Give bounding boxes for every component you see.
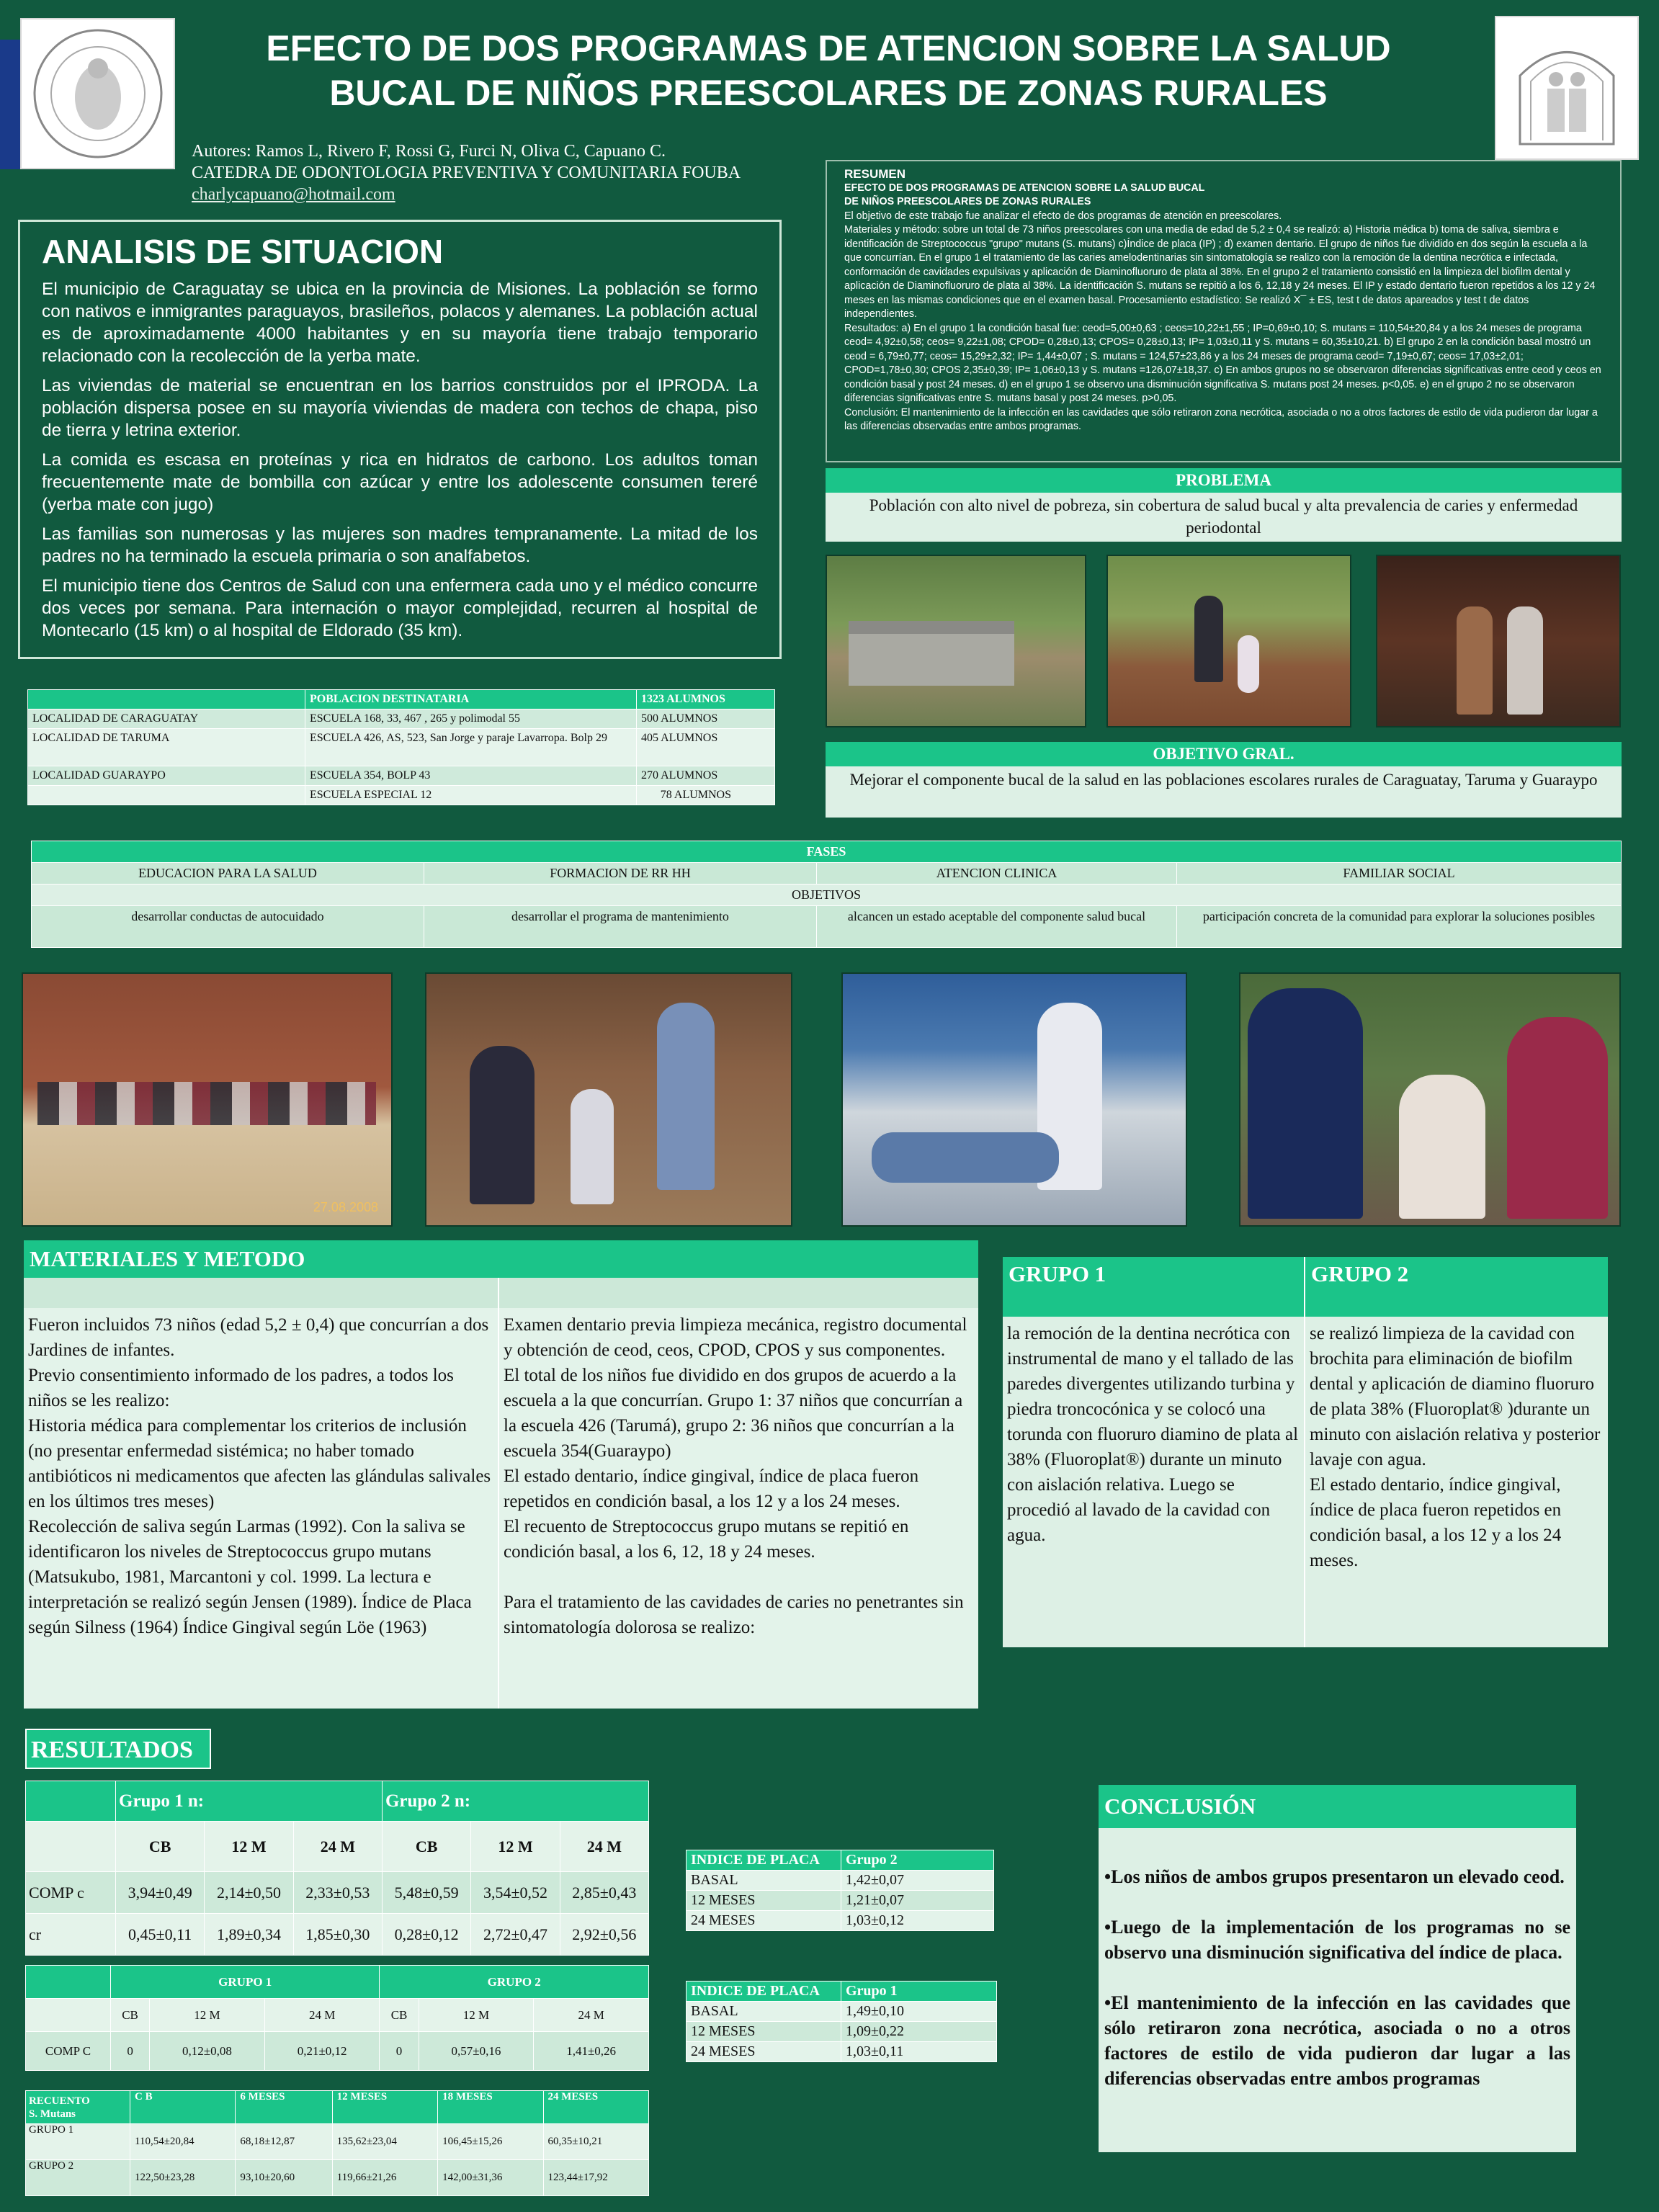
col-header: 12 M xyxy=(205,1822,293,1872)
problema-title: PROBLEMA xyxy=(826,468,1622,493)
table-row: GRUPO 1 110,54±20,84 68,18±12,87 135,62±23,04 106,45±15,26 60,35±10,21 xyxy=(26,2124,649,2160)
table-row xyxy=(28,766,775,786)
col-header: CB xyxy=(116,1822,205,1872)
objetivo-title: OBJETIVO GRAL. xyxy=(826,742,1622,766)
table-row: GRUPO 2 122,50±23,28 93,10±20,60 119,66±21,26 142,00±31,36 123,44±17,92 xyxy=(26,2160,649,2196)
left-blue-strip xyxy=(0,40,20,169)
problema-text: Población con alto nivel de pobreza, sin cobertura de salud bucal y alta prevalencia de caries y enfermedad periodontal xyxy=(826,493,1622,542)
resumen-box xyxy=(826,160,1622,462)
resumen-objetivo: El objetivo de este trabajo fue analizar el efecto de dos programas de atención en preescolares. xyxy=(844,210,1282,222)
analisis-paragraph: El municipio de Caraguatay se ubica en la provincia de Misiones. La población se formo con nativos e inmigrantes paraguayos, brasileños, polacos y alemanes. La población actual es de aproximadamente 4000 habitantes y en su mayoría tiene trabajo temporario relacionado con la recolección de la yerba mate. xyxy=(42,279,758,366)
grupos-box xyxy=(1003,1257,1608,1647)
col-header: 24 M xyxy=(560,1822,648,1872)
resumen-title-1: EFECTO DE DOS PROGRAMAS DE ATENCION SOBRE LA SALUD BUCAL xyxy=(844,182,1205,194)
table-row xyxy=(28,709,775,729)
fase-column: FAMILIAR SOCIAL xyxy=(1177,863,1622,885)
table-header-cell: 1323 ALUMNOS xyxy=(637,690,775,709)
table-row: BASAL 1,49±0,10 xyxy=(687,2002,997,2022)
resumen-conclusion: Conclusión: El mantenimiento de la infección en las cavidades que sólo retiraron zona necrótica, asociada o no a otros factores de estilo de vida pudieron dar lugar a las diferencias observadas entre ambos programas. xyxy=(844,406,1598,432)
table-cell xyxy=(28,786,305,805)
objetivo-box xyxy=(826,742,1622,818)
department: CATEDRA DE ODONTOLOGIA PREVENTIVA Y COMUNITARIA FOUBA xyxy=(192,164,741,182)
table-cell: ESCUELA 354, BOLP 43 xyxy=(305,766,637,786)
conclusion-item: •El mantenimiento de la infección en las cavidades que sólo retiraron zona necrótica, asociada o no a otros factores de estilo de vida pudieron dar lugar a las diferencias observadas entre ambos programas xyxy=(1104,1992,1570,2089)
table-cell: ESCUELA 168, 33, 467 , 265 y polimodal 55 xyxy=(305,709,637,729)
analisis-title: ANALISIS DE SITUACION xyxy=(42,233,444,270)
table-row: BASAL 1,42±0,07 xyxy=(687,1871,994,1891)
table-header-cell xyxy=(28,690,305,709)
table-row: 24 MESES 1,03±0,12 xyxy=(687,1911,994,1931)
fase-objetivo: desarrollar conductas de autocuidado xyxy=(32,906,424,948)
group2-header: Grupo 2 n: xyxy=(382,1781,648,1822)
grupo1-text: la remoción de la dentina necrótica con instrumental de mano y el tallado de las paredes divergentes utilizando turbina y piedra troncocónica y se colocó una torunda con fluoruro diamino de plata al 38% (Fluoroplat®) durante un minuto con aislación relativa. Luego se procedió al lavado de la cavidad con agua. xyxy=(1003,1317,1304,1647)
table-cell: LOCALIDAD DE CARAGUATAY xyxy=(28,709,305,729)
analisis-box xyxy=(18,220,782,659)
grupo2-title: GRUPO 2 xyxy=(1305,1257,1608,1317)
placa-grupo1-table: INDICE DE PLACA Grupo 1 BASAL 1,49±0,10 12 MESES 1,09±0,22 24 MESES 1,03±0,11 xyxy=(686,1981,997,2062)
col-header: CB xyxy=(382,1822,470,1872)
table-row xyxy=(28,729,775,766)
analisis-paragraph: Las viviendas de material se encuentran en los barrios construidos por el IPRODA. La población dispersa posee en su mayoría viviendas de madera con techos de chapa, piso de tierra y letrina exterior. xyxy=(42,376,758,440)
resultados-title: RESULTADOS xyxy=(25,1729,211,1769)
col-header: 24 M xyxy=(293,1822,382,1872)
fase-objetivo: alcancen un estado aceptable del componente salud bucal xyxy=(817,906,1177,948)
table-cell: 405 ALUMNOS xyxy=(637,729,775,766)
group1-header: Grupo 1 n: xyxy=(116,1781,383,1822)
photo-clinical-care xyxy=(841,972,1187,1227)
table-header-row xyxy=(28,690,775,709)
authors: Autores: Ramos L, Rivero F, Rossi G, Furci N, Oliva C, Capuano C. xyxy=(192,142,666,161)
materiales-col2: Examen dentario previa limpieza mecánica, registro documental y obtención de ceod, ceos, CPOD, CPOS y sus componentes. El total de los niños fue dividido en dos grupos de acuerdo a la escuela a la que concurrían. Grupo 1: 37 niños que concurrían a la escuela 426 (Tarumá), grupo 2: 36 niños que concurrían a la escuela 354(Guaraypo) El estado dentario, índice gingival, índice de placa fueron repetidos en condición basal, a los 12 y a los 24 meses. El recuento de Streptococcus grupo mutans se repitió en condición basal, a los 6, 12, 18 y 24 meses. Para el tratamiento de las cavidades de caries no penetrantes sin sintomatología dolorosa se realizo: xyxy=(504,1315,967,1637)
objetivos-label: OBJETIVOS xyxy=(32,885,1622,906)
objetivo-text: Mejorar el componente bucal de la salud en las poblaciones escolares rurales de Caraguatay, Taruma y Guaraypo xyxy=(826,766,1622,818)
analisis-paragraph: El municipio tiene dos Centros de Salud con una enfermera cada uno y el médico concurre dos veces por semana. Para internación o mayor complejidad, recurren al hospital de Montecarlo (15 km) o al hospital de Eldorado (35 km). xyxy=(42,576,758,640)
photo-community-meeting xyxy=(22,972,393,1227)
table-cell: ESCUELA ESPECIAL 12 xyxy=(305,786,637,805)
fase-objetivo: participación concreta de la comunidad para explorar la soluciones posibles xyxy=(1177,906,1622,948)
resumen-materiales: Materiales y método: sobre un total de 73 niños preescolares con una media de edad de 5,2 ± 0,4 se realizó: a) Historia médica b) toma de saliva, siembra e identificación de Streptococcus "grupo" mutans (S. mutans) c)Índice de placa (IP) ; d) examen dentario. El grupo de niños fue dividido en dos según la escuela a la que concurrían. En el grupo 1 el tratamiento de las caries amelodentinarias sin sintomatología se realizo con la remoción de la dentina necrótica e infectada, conformación de cavidades expulsivas y aplicación de Diaminofluoruro de plata al 38%. En el grupo 2 el tratamiento consistió en la limpieza del biofilm dental y aplicación de Diaminofluoruro de plata al 38%. La identificación S. mutans se repitió a los 6, 12,18 y 24 meses. El IP y estado dentario fueron repetidos a los 12 y 24 meses en las mismas condiciones que en el examen basal. Procesamiento estadístico: Se realizó X¯ ± ES, test t de datos apareados y test t de datos independientes. xyxy=(844,224,1596,320)
fases-objetivos-row xyxy=(32,906,1622,948)
analisis-paragraph: La comida es escasa en proteínas y rica en hidratos de carbono. Los adultos toman frecuentemente mate de bombilla con azúcar y entre los adolescente consumen tereré (yerba mate con jugo) xyxy=(42,450,758,514)
fase-column: EDUCACION PARA LA SALUD xyxy=(32,863,424,885)
authors-block xyxy=(192,140,840,205)
table-row: 12 MESES 1,21±0,07 xyxy=(687,1891,994,1911)
photo-rural-house xyxy=(826,555,1086,727)
poster-title: EFECTO DE DOS PROGRAMAS DE ATENCION SOBRE LA SALUD BUCAL DE NIÑOS PREESCOLARES DE ZONAS RURALES xyxy=(266,28,1391,113)
table-row: 24 MESES 1,03±0,11 xyxy=(687,2042,997,2062)
fase-column: ATENCION CLINICA xyxy=(817,863,1177,885)
resultados-table-1 xyxy=(25,1781,649,1956)
group1-header: GRUPO 1 xyxy=(111,1966,380,1999)
table-cell: 270 ALUMNOS xyxy=(637,766,775,786)
table-row: COMP c 3,94±0,49 2,14±0,50 2,33±0,53 5,48±0,59 3,54±0,52 2,85±0,43 xyxy=(26,1872,649,1914)
col-header: 12 M xyxy=(471,1822,560,1872)
fase-objetivo: desarrollar el programa de mantenimiento xyxy=(424,906,817,948)
resumen-title-2: DE NIÑOS PREESCOLARES DE ZONAS RURALES xyxy=(844,196,1091,207)
group2-header: GRUPO 2 xyxy=(380,1966,649,1999)
table-cell: ESCUELA 426, AS, 523, San Jorge y paraje Lavarropa. Bolp 29 xyxy=(305,729,637,766)
resumen-resultados: Resultados: a) En el grupo 1 la condición basal fue: ceod=5,00±0,63 ; ceos=10,22±1,55 ; IP=0,69±0,10; S. mutans = 110,54±20,84 y a los 24 meses de programa ceod= 4,92±0,58; ceos= 9,22±1,08; CPOD= 0,28±0,13; CPOS= 0,28±0,13; IP= 1,03±0,11 y S. mutans = 60,35±10,21. b) El grupo 2 en la condición basal mostró un ceod = 6,79±0,77; ceos= 15,29±2,32; IP= 1,44±0,07 ; S. mutans = 124,57±23,86 y a los 24 meses de programa ceod= 7,19±0,67; ceos= 17,03±2,01; CPOD=1,78±0,30; CPOS 2,35±0,39; IP= 1,06±0,13 y S. mutans =126,07±18,37. c) En ambos grupos no se observaron diferencias significativas entre ceod y ceos en condición basal y post 24 meses. d) en el grupo 1 se observo una disminución significativa S. mutans post 24 meses. p<0,05. e) en el grupo 2 no se observaron diferencias significativas entre S. mutans basal y post 24 meses. p>0,05. xyxy=(844,322,1601,404)
photo-children-field xyxy=(1106,555,1351,727)
table-cell: 500 ALUMNOS xyxy=(637,709,775,729)
fases-title: FASES xyxy=(32,841,1622,863)
fases-table xyxy=(31,841,1622,948)
table-row: 12 MESES 1,09±0,22 xyxy=(687,2022,997,2042)
problema-box xyxy=(826,468,1622,542)
conclusion-title: CONCLUSIÓN xyxy=(1099,1785,1576,1828)
university-logo-left xyxy=(20,18,175,169)
table-row: COMP C 0 0,12±0,08 0,21±0,12 0 0,57±0,16 1,41±0,26 xyxy=(26,2032,649,2071)
table-header-cell: POBLACION DESTINATARIA xyxy=(305,690,637,709)
localidades-table xyxy=(27,689,775,805)
analisis-paragraph: Las familias son numerosas y las mujeres son madres tempranamente. La mitad de los padres no ha terminado la escuela primaria o son analfabetos. xyxy=(42,524,758,566)
table-row: cr 0,45±0,11 1,89±0,34 1,85±0,30 0,28±0,12 2,72±0,47 2,92±0,56 xyxy=(26,1914,649,1956)
materiales-title: MATERIALES Y METODO xyxy=(24,1240,978,1278)
table-cell: 78 ALUMNOS xyxy=(637,786,775,805)
table-cell: LOCALIDAD GUARAYPO xyxy=(28,766,305,786)
resultados-table-2: GRUPO 1 GRUPO 2 CB 12 M 24 M CB 12 M 24 M COMP C 0 0,12±0,08 0,21±0,12 0 0,57±0,16 1,41±0,26 xyxy=(25,1965,649,2071)
conclusion-item: •Los niños de ambos grupos presentaron un elevado ceod. xyxy=(1104,1866,1565,1887)
photo-families xyxy=(1239,972,1621,1227)
fases-columns-row xyxy=(32,863,1622,885)
email-link[interactable]: charlycapuano@hotmail.com xyxy=(192,185,395,204)
photo-date: 27.08.2008 xyxy=(313,1200,378,1214)
table-cell: LOCALIDAD DE TARUMA xyxy=(28,729,305,766)
materiales-col1: Fueron incluidos 73 niños (edad 5,2 ± 0,4) que concurrían a dos Jardines de infantes. Previo consentimiento informado de los padres, a todos los niños se les realizo: Historia médica para complementar los criterios de inclusión (no presentar enfermedad sistémica; no haber tomado antibióticos ni medicamentos que afecten las glándulas salivales en los últimos tres meses) Recolección de saliva según Larmas (1992). Con la saliva se identificaron los niveles de Streptococcus grupo mutans (Matsukubo, 1981, Marcantoni y col. 1999. La lectura e interpretación se realizó según Jensen (1989). Índice de Placa según Silness (1964) Índice Gingival según Löe (1963) xyxy=(24,1308,499,1709)
placa-grupo2-table: INDICE DE PLACA Grupo 2 BASAL 1,42±0,07 12 MESES 1,21±0,07 24 MESES 1,03±0,12 xyxy=(686,1850,994,1931)
photo-men-farm xyxy=(1376,555,1621,727)
photo-children-dentist xyxy=(425,972,792,1227)
resumen-label: RESUMEN xyxy=(844,167,906,181)
grupo2-text: se realizó limpieza de la cavidad con brochita para eliminación de biofilm dental y aplicación de diamino fluoruro de plata 38% (Fluoroplat® )durante un minuto con aislación relativa y posterior lavaje con agua. El estado dentario, índice gingival, índice de placa fueron repetidos en condición basal, a los 12 y a los 24 meses. xyxy=(1305,1317,1608,1647)
fase-column: FORMACION DE RR HH xyxy=(424,863,817,885)
materiales-box xyxy=(24,1240,978,1709)
table-row xyxy=(28,786,775,805)
faculty-logo-right xyxy=(1495,16,1639,160)
grupo1-title: GRUPO 1 xyxy=(1003,1257,1304,1317)
recuento-table: RECUENTO S. Mutans C B 6 MESES 12 MESES 18 MESES 24 MESES GRUPO 1 110,54±20,84 68,18±12,87 135,62±23,04 106,45±15,26 60,35±10,21 GRUPO 2 122,50±23,28 93,10±20,60 119,66±21,26 142,00±31,36 123,44±17,92 xyxy=(25,2090,649,2196)
conclusion-item: •Luego de la implementación de los programas no se observo una disminución significativa del índice de placa. xyxy=(1104,1917,1570,1963)
conclusion-box xyxy=(1099,1785,1576,2152)
